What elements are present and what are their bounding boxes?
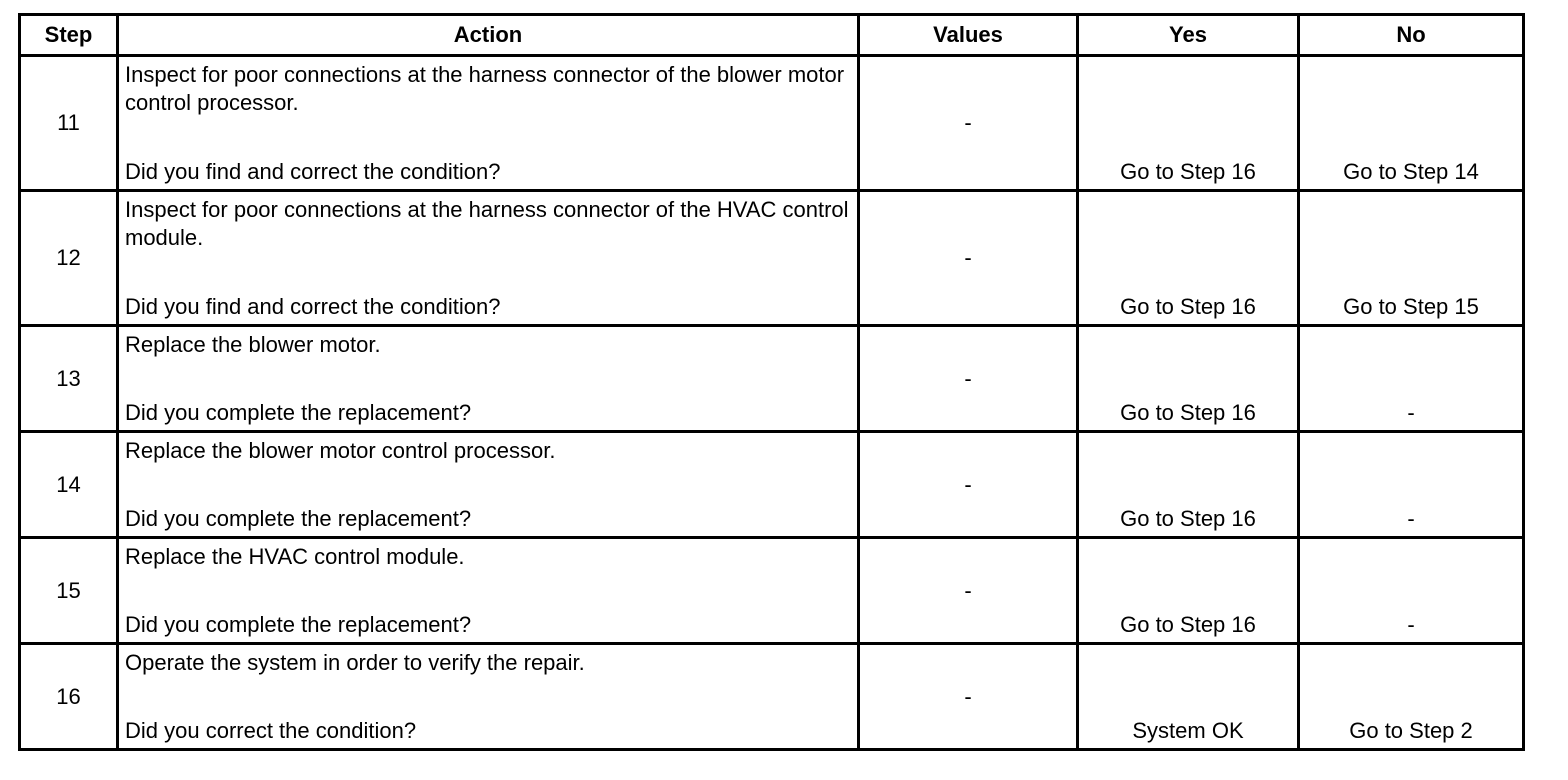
no-cell bbox=[1299, 56, 1524, 191]
yes-outcome: Go to Step 16 bbox=[1120, 159, 1256, 184]
table-row bbox=[20, 538, 1524, 644]
no-outcome: Go to Step 14 bbox=[1343, 159, 1479, 184]
header-no: No bbox=[1299, 15, 1524, 56]
no-cell bbox=[1299, 191, 1524, 326]
action-question: Did you complete the replacement? bbox=[125, 612, 472, 637]
table-row bbox=[20, 326, 1524, 432]
values-cell: - bbox=[859, 191, 1078, 326]
values-cell: - bbox=[859, 326, 1078, 432]
action-text: Replace the blower motor control processor. bbox=[125, 438, 556, 463]
step-number: 11 bbox=[20, 56, 118, 191]
no-outcome: - bbox=[1407, 612, 1415, 637]
step-number: 13 bbox=[20, 326, 118, 432]
values-cell: - bbox=[859, 56, 1078, 191]
yes-outcome: Go to Step 16 bbox=[1120, 612, 1256, 637]
diagnostic-steps-table bbox=[18, 13, 1525, 751]
header-action: Action bbox=[118, 15, 859, 56]
yes-cell bbox=[1078, 191, 1299, 326]
diagnostic-sheet bbox=[18, 13, 1522, 751]
table-row bbox=[20, 56, 1524, 191]
header-values: Values bbox=[859, 15, 1078, 56]
step-number: 14 bbox=[20, 432, 118, 538]
action-cell bbox=[118, 191, 859, 326]
table-row bbox=[20, 432, 1524, 538]
action-cell bbox=[118, 326, 859, 432]
yes-cell bbox=[1078, 326, 1299, 432]
step-number: 16 bbox=[20, 644, 118, 750]
table-row bbox=[20, 644, 1524, 750]
no-outcome: Go to Step 2 bbox=[1349, 718, 1473, 743]
action-question: Did you complete the replacement? bbox=[125, 400, 472, 425]
action-question: Did you correct the condition? bbox=[125, 718, 417, 743]
step-number: 15 bbox=[20, 538, 118, 644]
yes-cell bbox=[1078, 56, 1299, 191]
action-text: Operate the system in order to verify the repair. bbox=[125, 650, 585, 675]
no-outcome: - bbox=[1407, 506, 1415, 531]
yes-outcome: Go to Step 16 bbox=[1120, 400, 1256, 425]
action-text: Replace the HVAC control module. bbox=[125, 544, 465, 569]
yes-outcome: System OK bbox=[1132, 718, 1244, 743]
yes-cell bbox=[1078, 538, 1299, 644]
action-question: Did you find and correct the condition? bbox=[125, 159, 501, 184]
action-cell bbox=[118, 56, 859, 191]
no-outcome: Go to Step 15 bbox=[1343, 294, 1479, 319]
values-cell: - bbox=[859, 644, 1078, 750]
yes-cell bbox=[1078, 432, 1299, 538]
action-text: Inspect for poor connections at the harness connector of the blower motor control processor. bbox=[125, 62, 845, 115]
action-text: Inspect for poor connections at the harness connector of the HVAC control module. bbox=[125, 197, 849, 250]
yes-outcome: Go to Step 16 bbox=[1120, 294, 1256, 319]
table-header-row bbox=[20, 15, 1524, 56]
yes-outcome: Go to Step 16 bbox=[1120, 506, 1256, 531]
no-cell bbox=[1299, 432, 1524, 538]
action-question: Did you find and correct the condition? bbox=[125, 294, 501, 319]
yes-cell bbox=[1078, 644, 1299, 750]
no-cell bbox=[1299, 326, 1524, 432]
header-step: Step bbox=[20, 15, 118, 56]
action-text: Replace the blower motor. bbox=[125, 332, 381, 357]
table-row bbox=[20, 191, 1524, 326]
action-cell bbox=[118, 644, 859, 750]
values-cell: - bbox=[859, 432, 1078, 538]
no-cell bbox=[1299, 538, 1524, 644]
step-number: 12 bbox=[20, 191, 118, 326]
action-cell bbox=[118, 538, 859, 644]
no-outcome: - bbox=[1407, 400, 1415, 425]
action-question: Did you complete the replacement? bbox=[125, 506, 472, 531]
no-cell bbox=[1299, 644, 1524, 750]
header-yes: Yes bbox=[1078, 15, 1299, 56]
action-cell bbox=[118, 432, 859, 538]
values-cell: - bbox=[859, 538, 1078, 644]
